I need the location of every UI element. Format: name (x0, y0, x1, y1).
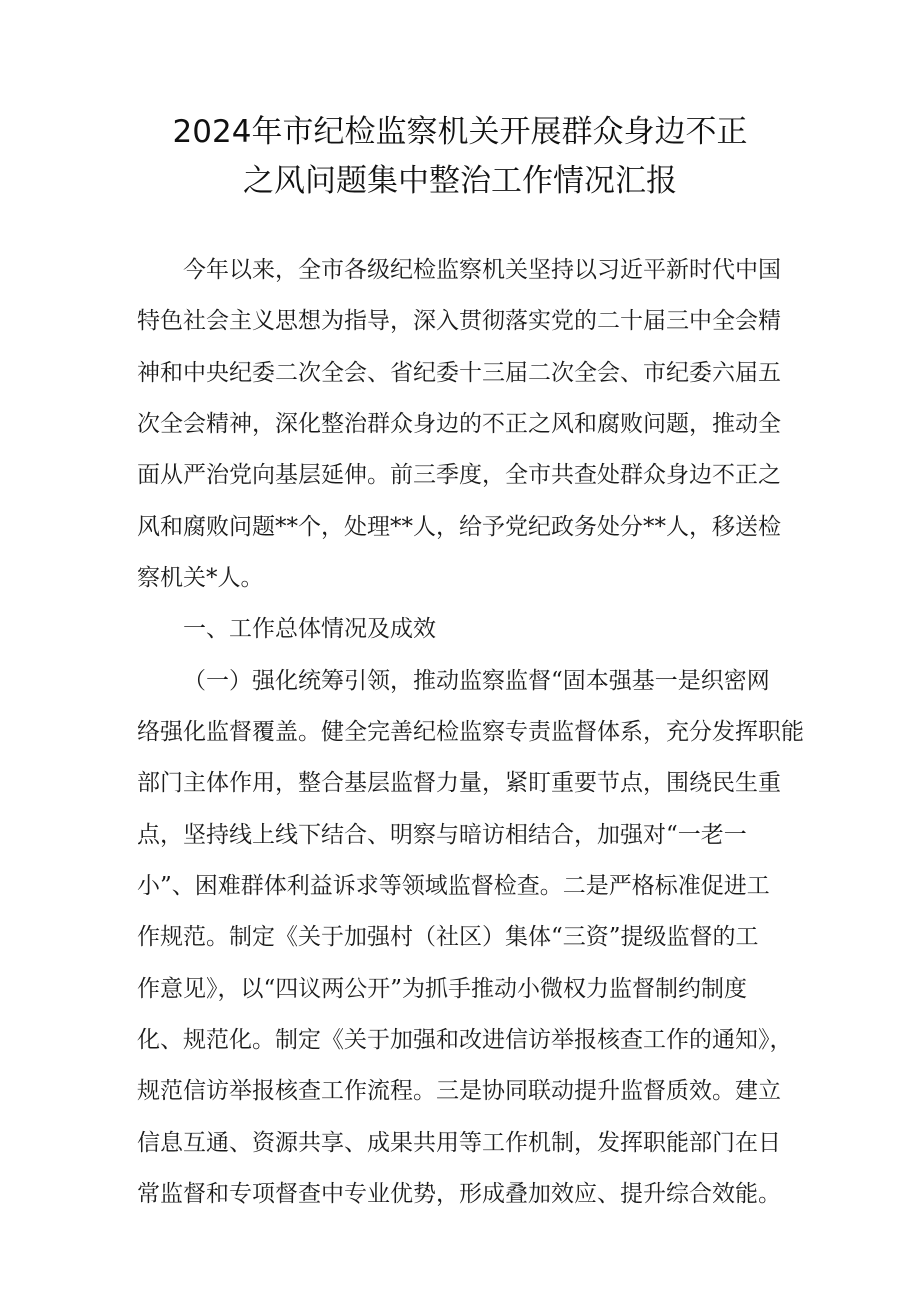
text-line: 点，坚持线上线下结合、明察与暗访相结合，加强对“一老一 (137, 822, 747, 848)
document-title-line-1: 2024年市纪检监察机关开展群众身边不正 (172, 114, 748, 150)
text-line: 作意见》，以“四议两公开”为抓手推动小微权力监督制约制度 (137, 976, 748, 1002)
text-line: 面从严治党向基层延伸。前三季度，全市共查处群众身边不正之 (137, 462, 781, 488)
text-line: 小”、困难群体利益诉求等领域监督检查。二是严格标准促进工 (137, 873, 770, 899)
section-heading: 一、工作总体情况及成效 (183, 616, 436, 642)
text-line: 部门主体作用，整合基层监督力量，紧盯重要节点，围绕民生重 (137, 770, 781, 796)
text-line: 作规范。制定《关于加强村（社区）集体“三资”提级监督的工 (137, 924, 759, 950)
text-line: 信息互通、资源共享、成果共用等工作机制，发挥职能部门在日 (137, 1130, 781, 1156)
text-line: （一）强化统筹引领，推动监察监督“固本强基一是织密网 (183, 668, 770, 694)
text-line: 次全会精神，深化整治群众身边的不正之风和腐败问题，推动全 (137, 411, 781, 437)
text-line: 特色社会主义思想为指导，深入贯彻落实党的二十届三中全会精 (137, 308, 781, 334)
document-title-line-2: 之风问题集中整治工作情况汇报 (243, 163, 677, 199)
text-line: 风和腐败问题**个，处理**人，给予党纪政务处分**人，移送检 (137, 514, 781, 540)
text-line: 神和中央纪委二次全会、省纪委十三届二次全会、市纪委六届五 (137, 360, 781, 386)
text-line: 规范信访举报核查工作流程。三是协同联动提升监督质效。建立 (137, 1078, 781, 1104)
text-line: 今年以来，全市各级纪检监察机关坚持以习近平新时代中国 (183, 257, 781, 283)
text-line: 络强化监督覆盖。健全完善纪检监察专责监督体系，充分发挥职能 (137, 719, 804, 745)
text-line: 常监督和专项督查中专业优势，形成叠加效应、提升综合效能。 (137, 1181, 781, 1207)
text-line: 化、规范化。制定《关于加强和改进信访举报核查工作的通知》， (137, 1027, 793, 1053)
text-line: 察机关*人。 (137, 565, 264, 591)
